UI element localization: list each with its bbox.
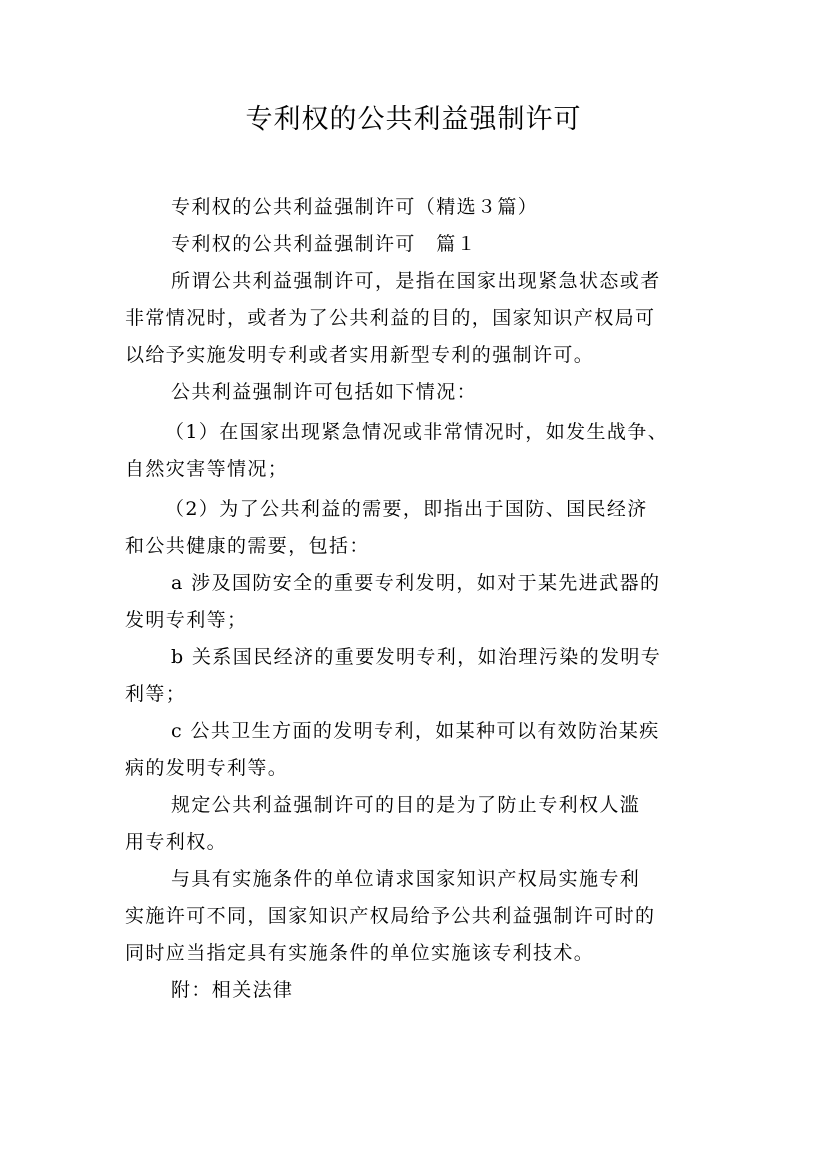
paragraph-line: 公共利益强制许可包括如下情况： <box>171 381 478 403</box>
paragraph-line: （1）在国家出现紧急情况或非常情况时，如发生战争、 <box>165 421 669 443</box>
paragraph-line: 所谓公共利益强制许可，是指在国家出现紧急状态或者 <box>171 270 661 292</box>
paragraph-line: 非常情况时，或者为了公共利益的目的，国家知识产权局可 <box>125 307 656 329</box>
document-body <box>125 194 711 1003</box>
paragraph-line: 同时应当指定具有实施条件的单位实施该专利技术。 <box>125 942 595 964</box>
paragraph-line: 利等； <box>125 683 187 705</box>
paragraph-line: c 公共卫生方面的发明专利，如某种可以有效防治某疾 <box>171 720 660 742</box>
paragraph-line: 规定公共利益强制许可的目的是为了防止专利权人滥 <box>171 794 641 816</box>
paragraph-line: 专利权的公共利益强制许可 篇１ <box>171 233 478 255</box>
paragraph-line: 附：相关法律 <box>171 979 294 1001</box>
paragraph-line: a 涉及国防安全的重要专利发明，如对于某先进武器的 <box>171 572 661 594</box>
paragraph-line: 发明专利等； <box>125 609 248 631</box>
paragraph-line: 和公共健康的需要，包括： <box>125 535 370 557</box>
paragraph-line: 专利权的公共利益强制许可（精选３篇） <box>171 196 539 218</box>
document-title: 专利权的公共利益强制许可 <box>245 104 582 135</box>
paragraph-line: 与具有实施条件的单位请求国家知识产权局实施专利 <box>171 868 641 890</box>
paragraph-line: 实施许可不同，国家知识产权局给予公共利益强制许可时的 <box>125 905 656 927</box>
paragraph-line: 病的发明专利等。 <box>125 757 289 779</box>
paragraph-line: （2）为了公共利益的需要，即指出于国防、国民经济 <box>165 498 648 520</box>
paragraph-line: 用专利权。 <box>125 831 228 853</box>
paragraph-line: 自然灾害等情况； <box>125 458 289 480</box>
paragraph-line: 以给予实施发明专利或者实用新型专利的强制许可。 <box>125 344 595 366</box>
paragraph-line: b 关系国民经济的重要发明专利，如治理污染的发明专 <box>171 646 662 668</box>
